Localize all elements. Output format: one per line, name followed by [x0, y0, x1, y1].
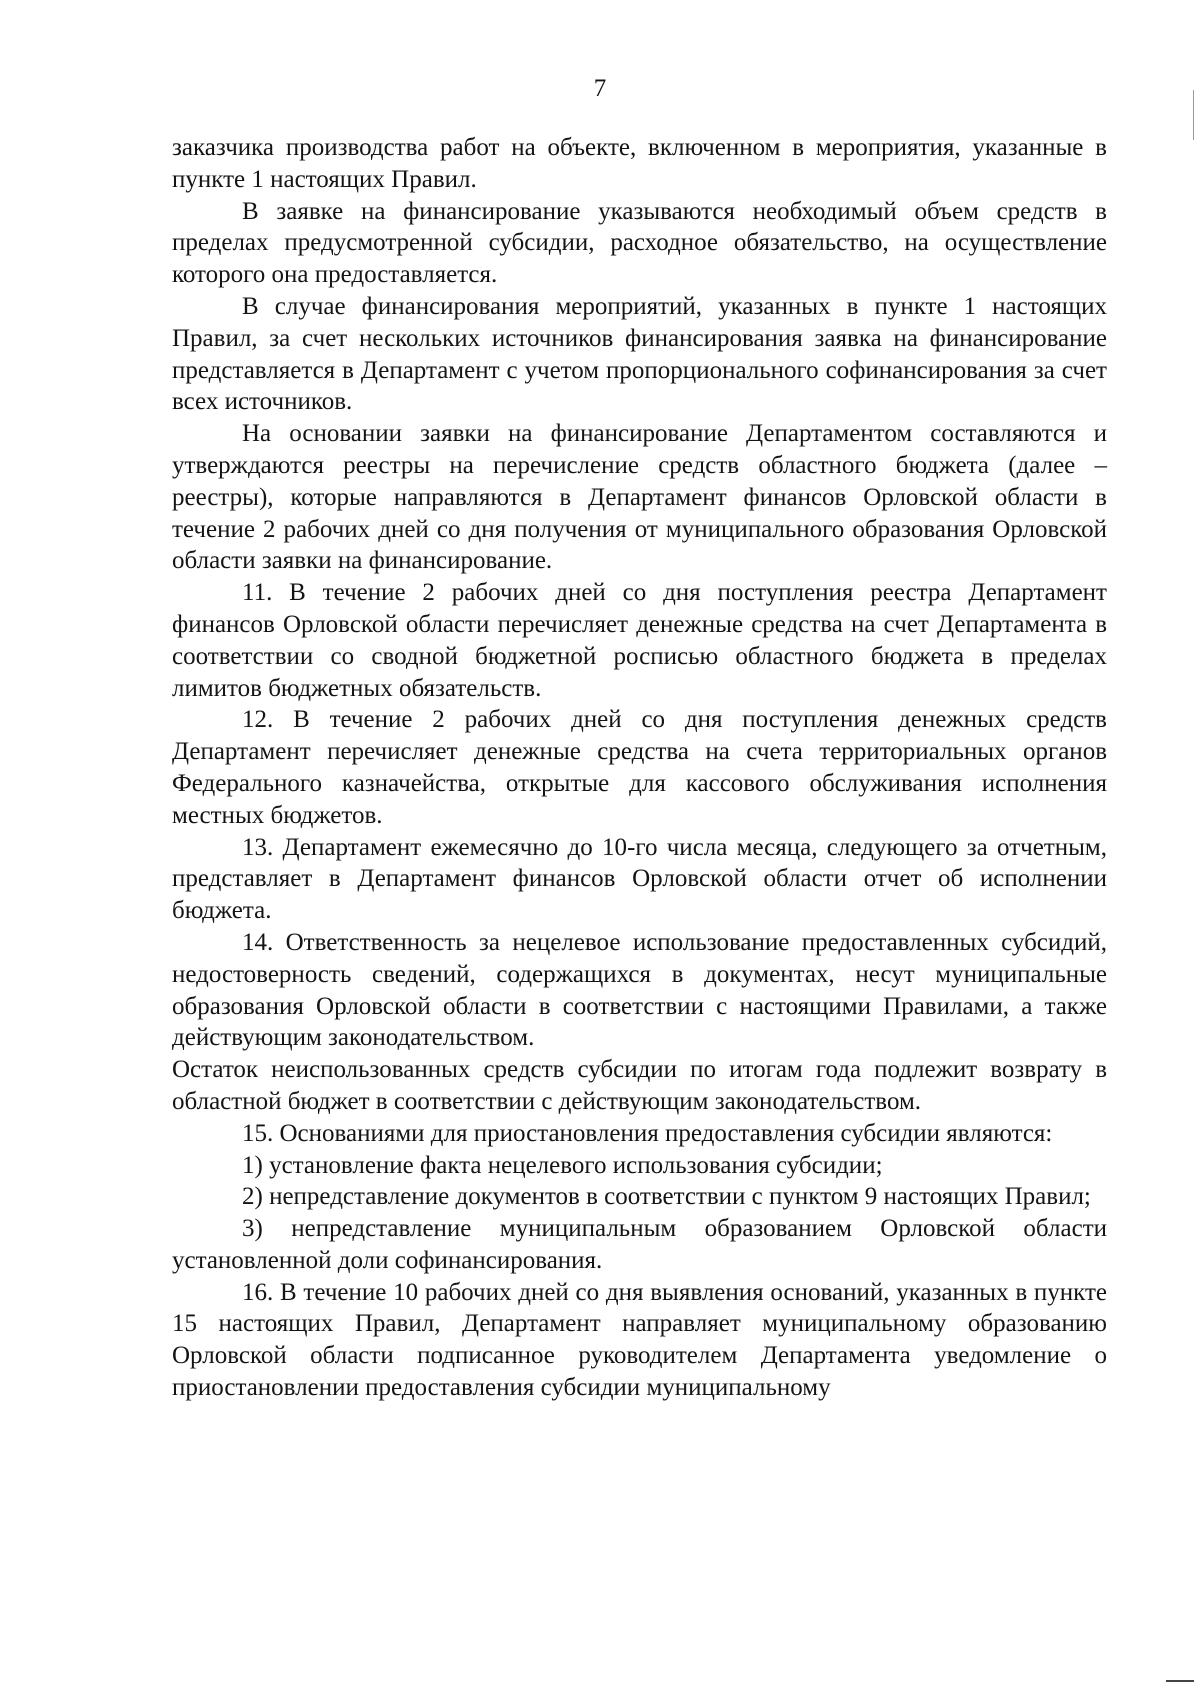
scan-edge-mark [1193, 90, 1194, 140]
paragraph-clause-13: 13. Департамент ежемесячно до 10-го числа месяца, следующего за отчетным, представляет в Департамент финансов Орловской области отчет об исполнении бюджета. [172, 833, 1107, 925]
list-item-2: 2) непредставление документов в соответствии с пунктом 9 настоящих Правил; [242, 1183, 1091, 1211]
paragraph-2: В заявке на финансирование указываются необходимый объем средств в пределах предусмотренной субсидии, расходное обязательство, на осуществление которого она предоставляется. [172, 197, 1107, 289]
paragraph-clause-16: 16. В течение 10 рабочих дней со дня выявления оснований, указанных в пункте 15 настоящих Правил, Департамент направляет муниципальному образованию Орловской области подписанное руководителем Департамента уведомление о приостановлении предоставления субсидии муниципальному [172, 1278, 1107, 1402]
list-item-3: 3) непредставление муниципальным образованием Орловской области установленной доли софинансирования. [172, 1215, 1107, 1274]
paragraph-1: заказчика производства работ на объекте, включенном в мероприятия, указанные в пункте 1 настоящих Правил. [172, 134, 1107, 193]
paragraph-remainder: Остаток неиспользованных средств субсидии по итогам года подлежит возврату в областной бюджет в соответствии с действующим законодательством. [172, 1056, 1107, 1115]
scan-corner-mark [1166, 1680, 1194, 1682]
document-body [172, 132, 1107, 1404]
paragraph-clause-15: 15. Основаниями для приостановления предоставления субсидии являются: [242, 1119, 1053, 1147]
paragraph-4: На основании заявки на финансирование Департаментом составляются и утверждаются реестры на перечисление средств областного бюджета (далее – реестры), которые направляются в Департамент финансов Орловской области в течение 2 рабочих дней со дня получения от муниципального образования Орловской области заявки на финансирование. [172, 420, 1107, 575]
list-item-1: 1) установление факта нецелевого использования субсидии; [242, 1151, 883, 1179]
paragraph-3: В случае финансирования мероприятий, указанных в пункте 1 настоящих Правил, за счет нескольких источников финансирования заявка на финансирование представляется в Департамент с учетом пропорционального софинансирования за счет всех источников. [172, 292, 1107, 416]
paragraph-clause-11: 11. В течение 2 рабочих дней со дня поступления реестра Департамент финансов Орловской области перечисляет денежные средства на счет Департамента в соответствии со сводной бюджетной росписью областного бюджета в пределах лимитов бюджетных обязательств. [172, 579, 1107, 702]
paragraph-clause-12: 12. В течение 2 рабочих дней со дня поступления денежных средств Департамент перечисляет денежные средства на счета территориальных органов Федерального казначейства, открытые для кассового обслуживания исполнения местных бюджетов. [172, 706, 1107, 829]
paragraph-clause-14: 14. Ответственность за нецелевое использование предоставленных субсидий, недостоверность сведений, содержащихся в документах, несут муниципальные образования Орловской области в соответствии с настоящими Правилами, а также действующим законодательством. [172, 928, 1107, 1052]
page-number: 7 [593, 75, 607, 102]
